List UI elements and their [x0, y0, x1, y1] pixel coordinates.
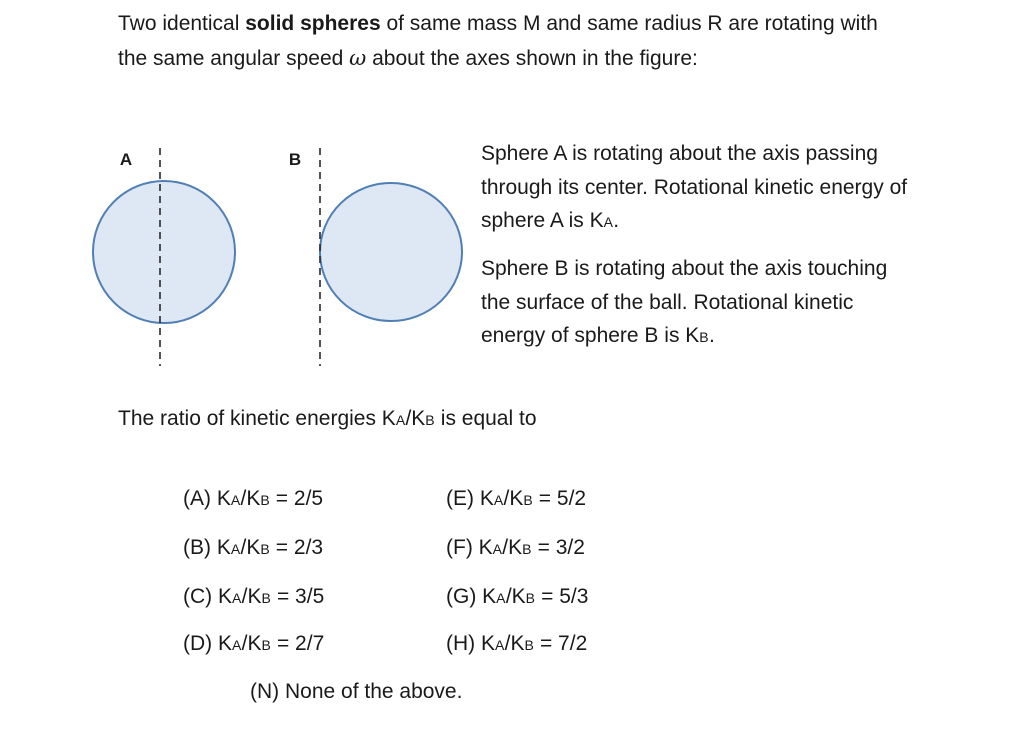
desc-a-text: . — [613, 209, 620, 232]
desc-a-line — [481, 204, 1001, 240]
subscript-b: B — [260, 541, 270, 557]
sphere-b-description — [481, 252, 1001, 355]
spheres-figure — [80, 138, 480, 378]
intro-line-2 — [118, 41, 998, 76]
subscript-a: A — [493, 492, 504, 508]
label-sphere-a: A — [119, 150, 133, 169]
option-label: /K — [503, 487, 524, 510]
option-value: = 5/2 — [532, 487, 587, 510]
option-label: (H) K — [446, 632, 495, 655]
desc-a-text: sphere A is K — [481, 209, 604, 232]
option-label: (E) K — [446, 487, 494, 510]
option-label: /K — [504, 632, 525, 655]
subscript-b: B — [425, 412, 435, 428]
question-text — [118, 402, 537, 437]
subscript-a: A — [232, 637, 242, 653]
desc-b-line: Sphere B is rotating about the axis touching — [481, 257, 888, 280]
sphere-b — [320, 183, 462, 321]
intro-text: about the axes shown in the figure: — [366, 47, 698, 70]
option-value: = 3/2 — [531, 536, 585, 559]
subscript-b: B — [523, 492, 533, 508]
sphere-a — [93, 181, 235, 323]
option-c[interactable] — [183, 582, 324, 613]
desc-b-line: the surface of the ball. Rotational kinetic — [481, 290, 854, 314]
option-d[interactable] — [183, 629, 324, 660]
question-part: is equal to — [434, 407, 537, 430]
desc-b-text: energy of sphere B is K — [481, 324, 700, 347]
subscript-b: B — [261, 637, 272, 653]
subscript-b: B — [260, 492, 270, 508]
subscript-b: B — [524, 637, 535, 653]
omega-symbol: ω — [349, 46, 367, 70]
option-label: (N) None of the above. — [250, 680, 463, 703]
subscript-a: A — [230, 541, 241, 557]
option-label: /K — [502, 536, 523, 559]
question-part: The ratio of kinetic energies K — [118, 407, 396, 430]
option-label: /K — [240, 536, 261, 559]
option-label: (F) K — [446, 536, 493, 559]
option-label: /K — [505, 585, 526, 608]
subscript-a: A — [603, 214, 614, 230]
subscript-a: A — [496, 590, 506, 606]
option-value: = 5/3 — [535, 585, 589, 608]
option-value: = 2/3 — [269, 536, 324, 559]
option-label: (D) K — [183, 632, 232, 655]
intro-text: the same angular speed — [118, 47, 350, 70]
subscript-a: A — [492, 541, 503, 557]
option-label: (A) K — [183, 487, 231, 510]
option-value: = 2/5 — [269, 487, 324, 510]
option-value: = 3/5 — [271, 585, 325, 608]
problem-intro — [118, 6, 998, 76]
desc-b-line — [481, 319, 1001, 355]
subscript-a: A — [495, 637, 505, 653]
intro-line-1 — [118, 6, 998, 41]
question-part: /K — [405, 407, 426, 430]
option-value: = 7/2 — [534, 632, 588, 655]
option-label: (C) K — [183, 585, 232, 608]
option-a[interactable] — [183, 484, 323, 515]
option-label: (B) K — [183, 536, 231, 559]
label-sphere-b: B — [288, 150, 302, 169]
option-f[interactable] — [446, 533, 585, 564]
intro-bold-term: solid spheres — [245, 12, 381, 35]
desc-a-line: through its center. Rotational kinetic energy of — [481, 175, 908, 199]
option-b[interactable] — [183, 533, 323, 564]
spheres-diagram — [80, 138, 480, 378]
option-g[interactable] — [446, 582, 588, 613]
option-n[interactable] — [250, 677, 462, 707]
desc-b-text: . — [708, 324, 715, 347]
intro-text: of same mass M and same radius R are rotating with — [380, 12, 878, 35]
subscript-b: B — [522, 541, 532, 557]
option-label: /K — [241, 632, 262, 655]
desc-a-line: Sphere A is rotating about the axis passing — [481, 142, 878, 165]
subscript-a: A — [395, 412, 406, 428]
sphere-a-description — [481, 137, 1001, 240]
subscript-b: B — [261, 590, 272, 606]
option-label: /K — [240, 487, 261, 510]
subscript-b: B — [699, 329, 709, 345]
option-e[interactable] — [446, 484, 586, 515]
subscript-b: B — [525, 590, 536, 606]
option-label: /K — [241, 585, 262, 608]
option-h[interactable] — [446, 629, 587, 660]
option-label: (G) K — [446, 585, 497, 608]
intro-text: Two identical — [118, 12, 246, 35]
subscript-a: A — [232, 590, 242, 606]
subscript-a: A — [230, 492, 241, 508]
option-value: = 2/7 — [271, 632, 325, 655]
